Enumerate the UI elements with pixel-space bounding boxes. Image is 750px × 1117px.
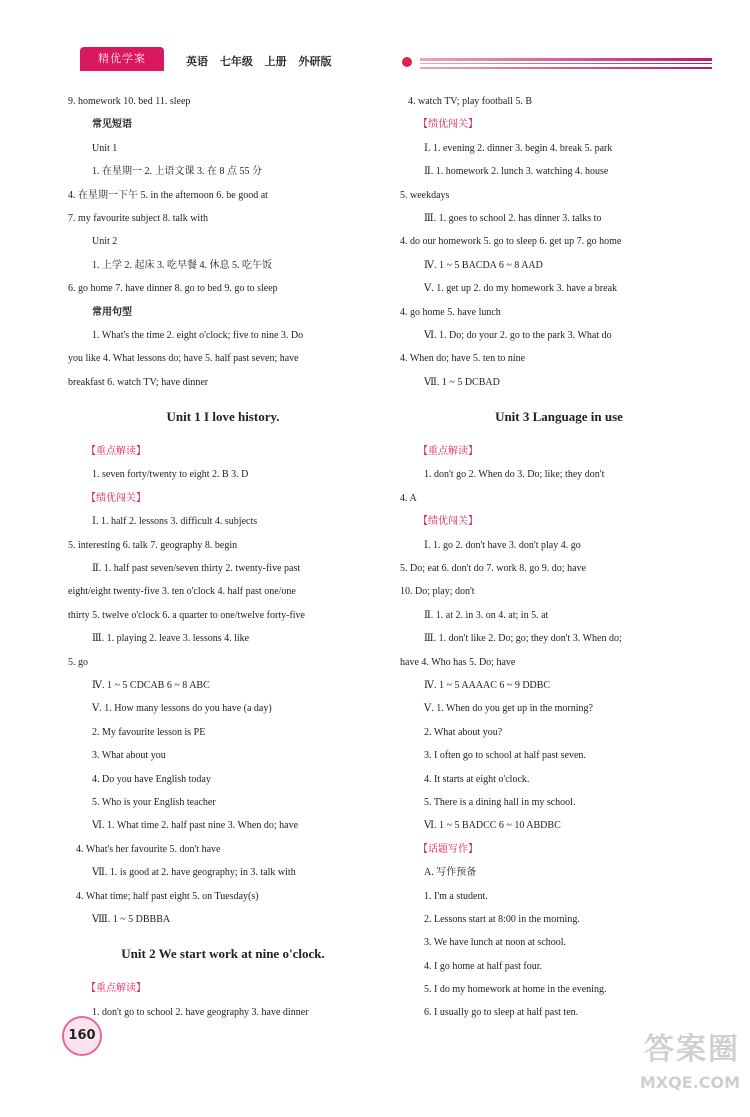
answer-line: 4. Do you have English today (92, 773, 211, 785)
answer-line: 3. What about you (92, 750, 166, 762)
answer-line: 9. homework 10. bed 11. sleep (68, 96, 191, 107)
answer-line: 2. What about you? (424, 726, 503, 738)
answer-line: 5. Who is your English teacher (92, 796, 216, 808)
answer-line: Ⅵ. 1. Do; do your 2. go to the park 3. What do (424, 329, 612, 341)
section-heading: 常见短语 (92, 119, 132, 131)
section-tag: 【话题写作】 (418, 843, 478, 855)
section-tag: 【绩优闯关】 (86, 492, 146, 504)
answer-line: Ⅶ. 1 ~ 5 DCBAD (424, 376, 500, 388)
answer-line: thirty 5. twelve o'clock 6. a quarter to one/twelve forty-five (68, 609, 305, 621)
answer-line: Ⅴ. 1. When do you get up in the morning? (424, 703, 593, 715)
answer-line: 2. Lessons start at 8:00 in the morning. (424, 913, 580, 925)
header-rule (420, 67, 712, 69)
answer-line: Ⅱ. 1. at 2. in 3. on 4. at; in 5. at (424, 609, 549, 621)
answer-line: 4. It starts at eight o'clock. (424, 773, 530, 785)
header-rule (420, 58, 712, 61)
right-column (400, 90, 718, 1025)
answer-line: Ⅲ. 1. playing 2. leave 3. lessons 4. like (92, 633, 250, 645)
answer-line: breakfast 6. watch TV; have dinner (68, 376, 209, 388)
answer-line: Ⅶ. 1. is good at 2. have geography; in 3. talk with (92, 867, 296, 879)
answer-line: 7. my favourite subject 8. talk with (68, 212, 208, 224)
answer-line: 4. A (400, 492, 417, 504)
answer-line: Ⅱ. 1. half past seven/seven thirty 2. twenty-five past (92, 563, 301, 575)
answer-line: 1. 在星期一 2. 上语文课 3. 在 8 点 55 分 (92, 166, 262, 178)
unit-title: Unit 1 I love history. (166, 409, 280, 425)
book-title: 英语 七年级 上册 外研版 (186, 55, 332, 68)
answer-line: 4. go home 5. have lunch (400, 306, 501, 318)
answer-line: 5. There is a dining hall in my school. (424, 796, 576, 808)
header-dot-icon (402, 57, 412, 67)
answer-line: 4. What's her favourite 5. don't have (76, 843, 221, 855)
unit-title: Unit 2 We start work at nine o'clock. (121, 946, 325, 962)
answer-line: 1. 上学 2. 起床 3. 吃早餐 4. 休息 5. 吃午饭 (92, 259, 272, 271)
unit-label: Unit 1 (92, 142, 118, 154)
answer-line: eight/eight twenty-five 3. ten o'clock 4. half past one/one (68, 586, 296, 598)
section-tag: 【绩优闯关】 (418, 119, 478, 131)
answer-line: Ⅱ. 1. homework 2. lunch 3. watching 4. house (424, 166, 609, 178)
left-column (68, 90, 378, 1024)
header-rule (420, 63, 712, 64)
page-number: 160 (62, 1016, 102, 1056)
watermark-url: MXQE.COM (639, 1073, 740, 1092)
answer-line: 1. don't go to school 2. have geography 3. have dinner (92, 1006, 309, 1018)
answer-line: 4. do our homework 5. go to sleep 6. get up 7. go home (400, 236, 622, 248)
answer-line: 4. I go home at half past four. (424, 960, 543, 972)
answer-line: 4. 在星期一下午 5. in the afternoon 6. be good at (68, 189, 268, 201)
answer-line: Ⅳ. 1 ~ 5 CDCAB 6 ~ 8 ABC (92, 679, 210, 691)
answer-line: have 4. Who has 5. Do; have (400, 656, 516, 668)
answer-line: 4. watch TV; play football 5. B (408, 96, 533, 107)
watermark-logo: 答案圈 (644, 1032, 740, 1067)
answer-line: 5. go (68, 656, 88, 668)
unit-title: Unit 3 Language in use (495, 409, 623, 425)
answer-line: 4. When do; have 5. ten to nine (400, 353, 526, 365)
answer-line: Ⅳ. 1 ~ 5 AAAAC 6 ~ 9 DDBC (424, 679, 551, 691)
answer-line: Ⅳ. 1 ~ 5 BACDA 6 ~ 8 AAD (424, 259, 543, 271)
answer-line: Ⅷ. 1 ~ 5 DBBBA (92, 913, 171, 925)
section-heading: 常用句型 (92, 306, 132, 318)
answer-line: 5. Do; eat 6. don't do 7. work 8. go 9. do; have (400, 563, 586, 575)
answer-line: 3. We have lunch at noon at school. (424, 937, 567, 949)
answer-line: Ⅰ. 1. half 2. lessons 3. difficult 4. subjects (92, 516, 258, 528)
answer-line: 4. What time; half past eight 5. on Tuesday(s) (76, 890, 259, 902)
answer-line: 1. don't go 2. When do 3. Do; like; they don't (424, 469, 605, 481)
answer-line: 2. My favourite lesson is PE (92, 726, 206, 738)
answer-line: 3. I often go to school at half past seven. (424, 750, 586, 762)
answer-line: 1. What's the time 2. eight o'clock; five to nine 3. Do (92, 329, 304, 341)
answer-line: 5. weekdays (400, 189, 450, 201)
watermark (610, 1030, 740, 1110)
answer-line: Ⅵ. 1 ~ 5 BADCC 6 ~ 10 ABDBC (424, 820, 561, 832)
unit-label: Unit 2 (92, 236, 118, 248)
answer-line: 1. I'm a student. (424, 890, 488, 902)
section-tag: 【重点解读】 (86, 983, 146, 995)
answer-line: 6. I usually go to sleep at half past ten. (424, 1007, 579, 1019)
answer-line: you like 4. What lessons do; have 5. half past seven; have (68, 353, 299, 365)
answer-line: 10. Do; play; don't (400, 586, 475, 598)
answer-line: Ⅴ. 1. How many lessons do you have (a day) (92, 703, 272, 715)
section-tag: 【绩优闯关】 (418, 516, 478, 528)
series-tab: 精优学案 (80, 47, 164, 71)
answer-line: Ⅰ. 1. go 2. don't have 3. don't play 4. go (424, 539, 581, 551)
answer-line: Ⅵ. 1. What time 2. half past nine 3. When do; have (92, 820, 299, 832)
answer-line: A. 写作预备 (424, 867, 477, 879)
section-tag: 【重点解读】 (86, 446, 146, 458)
answer-line: 5. interesting 6. talk 7. geography 8. begin (68, 539, 238, 551)
answer-line: 1. seven forty/twenty to eight 2. B 3. D (92, 469, 249, 481)
answer-line: Ⅰ. 1. evening 2. dinner 3. begin 4. break 5. park (424, 142, 613, 154)
answer-line: Ⅲ. 1. don't like 2. Do; go; they don't 3. When do; (424, 633, 622, 645)
page-header (0, 0, 750, 80)
answer-line: 6. go home 7. have dinner 8. go to bed 9. go to sleep (68, 283, 278, 295)
section-tag: 【重点解读】 (418, 446, 478, 458)
answer-line: Ⅲ. 1. goes to school 2. has dinner 3. talks to (424, 212, 602, 224)
answer-line: Ⅴ. 1. get up 2. do my homework 3. have a break (424, 283, 618, 295)
answer-line: 5. I do my homework at home in the evening. (424, 984, 607, 996)
